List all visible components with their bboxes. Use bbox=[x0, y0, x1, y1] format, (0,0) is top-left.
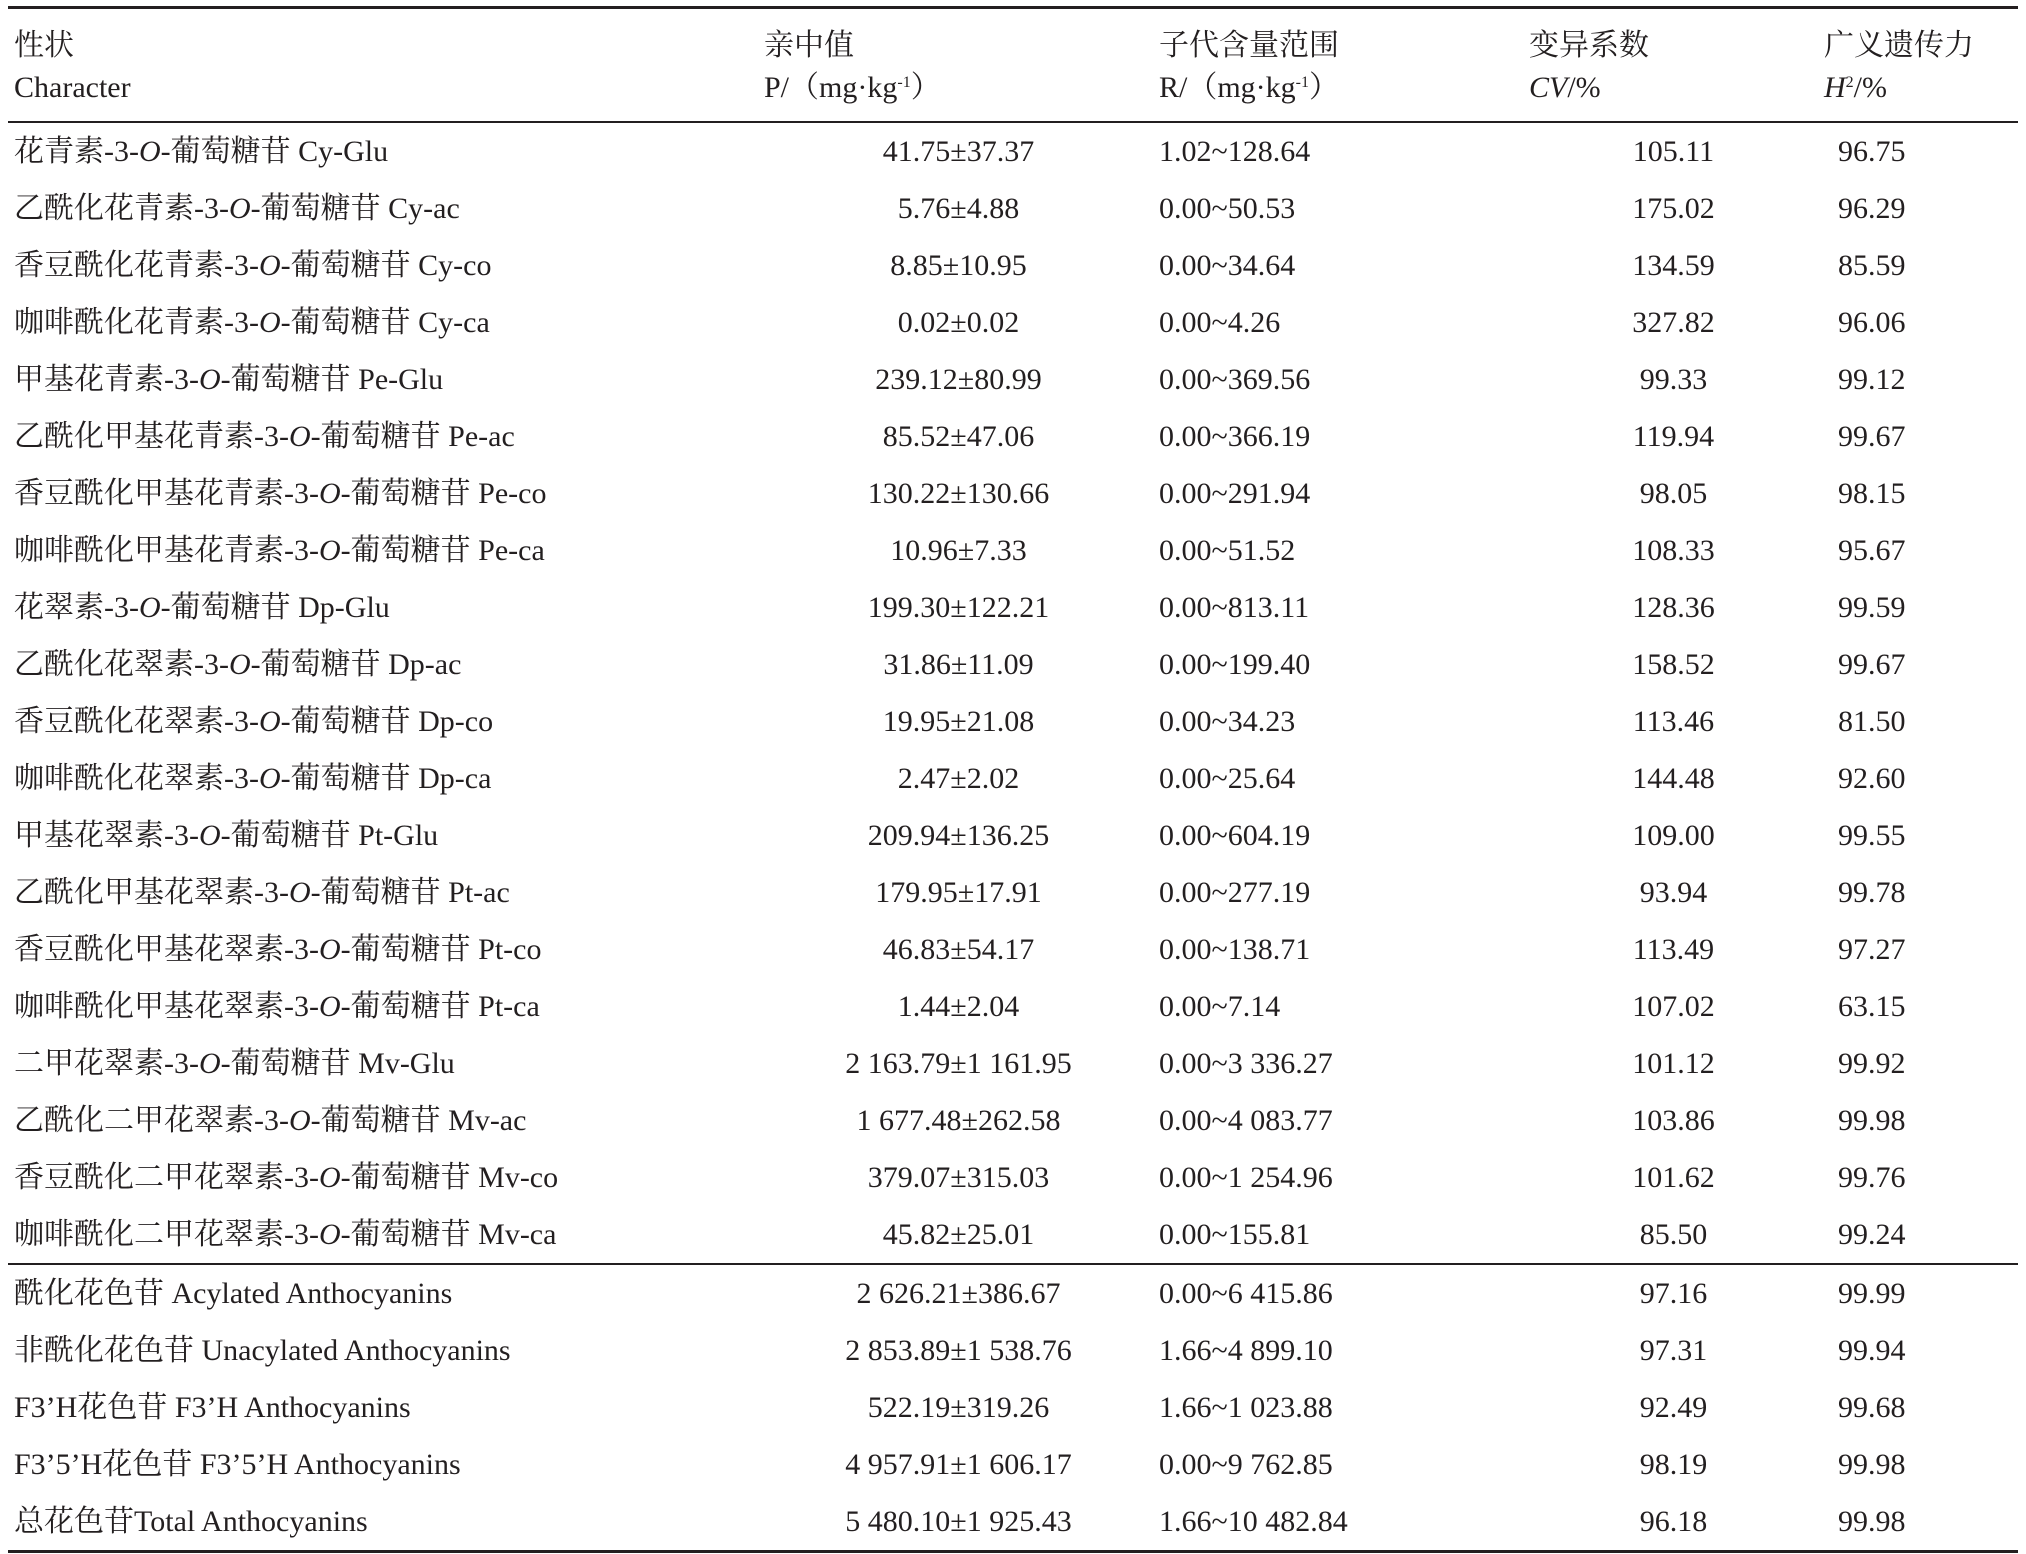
table-row bbox=[8, 579, 2018, 636]
character-o-italic: O bbox=[288, 876, 311, 909]
character-suffix: -葡萄糖苷 Cy-co bbox=[280, 249, 492, 282]
range-cell: 1.02~128.64 bbox=[1159, 135, 1311, 168]
summary-label-cell: F3’5’H花色苷 F3’5’H Anthocyanins bbox=[14, 1448, 461, 1481]
character-o-italic: O bbox=[318, 1218, 341, 1251]
table-row bbox=[8, 864, 2018, 921]
midparent-cell: 2 163.79±1 161.95 bbox=[845, 1047, 1072, 1080]
character-suffix: -葡萄糖苷 Pt-ac bbox=[310, 876, 510, 909]
table-header bbox=[8, 8, 2018, 123]
character-cell bbox=[8, 294, 758, 351]
cv-cell: 98.19 bbox=[1639, 1448, 1708, 1481]
heritability-cell: 99.94 bbox=[1838, 1334, 1906, 1367]
character-prefix: 乙酰化花青素-3- bbox=[14, 192, 229, 225]
cv-cell: 92.49 bbox=[1639, 1391, 1708, 1424]
character-suffix: -葡萄糖苷 Mv-Glu bbox=[220, 1047, 455, 1080]
header-heritability-cn: 广义遗传力 bbox=[1824, 29, 1974, 62]
summary-row bbox=[8, 1322, 2018, 1379]
range-cell: 0.00~4 083.77 bbox=[1159, 1104, 1333, 1137]
header-midparent-en: $P/(mg\cdot kg^{-1})$ bbox=[764, 71, 941, 104]
midparent-cell: 1 677.48±262.58 bbox=[856, 1104, 1061, 1137]
summary-row bbox=[8, 1436, 2018, 1493]
character-suffix: -葡萄糖苷 Mv-co bbox=[340, 1161, 559, 1194]
cv-cell: 93.94 bbox=[1639, 876, 1708, 909]
cv-cell: 101.12 bbox=[1632, 1047, 1715, 1080]
character-o-italic: O bbox=[318, 1161, 341, 1194]
cv-cell: 97.16 bbox=[1523, 1264, 1818, 1322]
heritability-cell: 99.98 bbox=[1818, 1493, 2018, 1552]
header-heritability bbox=[1818, 8, 2018, 123]
heritability-cell: 97.27 bbox=[1838, 933, 1906, 966]
character-cell bbox=[8, 122, 758, 180]
cv-cell: 96.18 bbox=[1523, 1493, 1818, 1552]
character-prefix: 花青素-3- bbox=[14, 135, 139, 168]
anthocyanin-table-container bbox=[8, 6, 2018, 1553]
header-cv-en: CV/% bbox=[1529, 71, 1601, 104]
cv-cell: 99.33 bbox=[1639, 363, 1708, 396]
midparent-cell: 130.22±130.66 bbox=[867, 477, 1050, 510]
cv-cell: 108.33 bbox=[1632, 534, 1715, 567]
cv-cell: 97.31 bbox=[1639, 1334, 1708, 1367]
character-prefix: 咖啡酰化花翠素-3- bbox=[14, 762, 259, 795]
header-offspring-range bbox=[1153, 8, 1523, 123]
character-o-italic: O bbox=[138, 135, 161, 168]
character-o-italic: O bbox=[318, 477, 341, 510]
range-cell: 0.00~50.53 bbox=[1159, 192, 1296, 225]
cv-cell: 103.86 bbox=[1632, 1104, 1715, 1137]
summary-label-cell: 酰化花色苷 Acylated Anthocyanins bbox=[8, 1264, 758, 1322]
character-suffix: -葡萄糖苷 Mv-ac bbox=[310, 1104, 527, 1137]
table-row bbox=[8, 1149, 2018, 1206]
midparent-cell: 239.12±80.99 bbox=[875, 363, 1042, 396]
heritability-cell: 99.92 bbox=[1838, 1047, 1906, 1080]
table-row bbox=[8, 1206, 2018, 1264]
character-suffix: -葡萄糖苷 Pt-co bbox=[340, 933, 542, 966]
midparent-cell: 522.19±319.26 bbox=[867, 1391, 1050, 1424]
table-row bbox=[8, 351, 2018, 408]
midparent-cell: 209.94±136.25 bbox=[867, 819, 1050, 852]
table-row bbox=[8, 522, 2018, 579]
heritability-cell: 99.67 bbox=[1838, 648, 1906, 681]
midparent-cell: 379.07±315.03 bbox=[867, 1161, 1050, 1194]
cv-cell: 175.02 bbox=[1632, 192, 1715, 225]
heritability-cell: 81.50 bbox=[1838, 705, 1906, 738]
midparent-cell: 46.83±54.17 bbox=[882, 933, 1035, 966]
header-character-en: Character bbox=[14, 71, 131, 104]
character-o-italic: O bbox=[198, 363, 221, 396]
header-midparent bbox=[758, 8, 1153, 123]
cv-cell: 119.94 bbox=[1632, 420, 1715, 453]
cv-cell: 113.49 bbox=[1632, 933, 1715, 966]
character-suffix: -葡萄糖苷 Dp-ac bbox=[250, 648, 462, 681]
heritability-cell: 99.78 bbox=[1838, 876, 1906, 909]
midparent-cell: 85.52±47.06 bbox=[882, 420, 1035, 453]
table-row bbox=[8, 122, 2018, 180]
header-cv-cn: 变异系数 bbox=[1529, 29, 1649, 62]
header-midparent-cn: 亲中值 bbox=[764, 29, 854, 62]
character-prefix: 香豆酰化甲基花翠素-3- bbox=[14, 933, 319, 966]
range-cell: 0.00~369.56 bbox=[1159, 363, 1311, 396]
character-cell bbox=[8, 636, 758, 693]
heritability-cell: 96.75 bbox=[1838, 135, 1906, 168]
heritability-cell: 96.06 bbox=[1838, 306, 1906, 339]
character-o-italic: O bbox=[198, 1047, 221, 1080]
cv-cell: 107.02 bbox=[1632, 990, 1715, 1023]
character-prefix: 乙酰化花翠素-3- bbox=[14, 648, 229, 681]
range-cell: 0.00~199.40 bbox=[1159, 648, 1311, 681]
character-o-italic: O bbox=[318, 933, 341, 966]
midparent-cell: 199.30±122.21 bbox=[867, 591, 1050, 624]
midparent-cell: 179.95±17.91 bbox=[875, 876, 1042, 909]
table-row bbox=[8, 978, 2018, 1035]
cv-cell: 327.82 bbox=[1632, 306, 1715, 339]
range-cell: 0.00~291.94 bbox=[1159, 477, 1311, 510]
character-prefix: 咖啡酰化花青素-3- bbox=[14, 306, 259, 339]
character-suffix: -葡萄糖苷 Cy-Glu bbox=[160, 135, 389, 168]
character-o-italic: O bbox=[288, 420, 311, 453]
character-o-italic: O bbox=[138, 591, 161, 624]
character-suffix: -葡萄糖苷 Pt-ca bbox=[340, 990, 540, 1023]
character-cell bbox=[8, 465, 758, 522]
range-cell: 0.00~6 415.86 bbox=[1153, 1264, 1523, 1322]
summary-label-cell: 非酰化花色苷 Unacylated Anthocyanins bbox=[14, 1334, 511, 1367]
heritability-cell: 99.98 bbox=[1838, 1104, 1906, 1137]
range-cell: 0.00~155.81 bbox=[1159, 1218, 1311, 1251]
table-row bbox=[8, 237, 2018, 294]
character-suffix: -葡萄糖苷 Pe-co bbox=[340, 477, 547, 510]
heritability-cell: 85.59 bbox=[1838, 249, 1906, 282]
character-o-italic: O bbox=[198, 819, 221, 852]
character-o-italic: O bbox=[228, 648, 251, 681]
table-row bbox=[8, 1092, 2018, 1149]
table-row bbox=[8, 1035, 2018, 1092]
table-row bbox=[8, 693, 2018, 750]
character-prefix: 花翠素-3- bbox=[14, 591, 139, 624]
midparent-cell: 4 957.91±1 606.17 bbox=[845, 1448, 1072, 1481]
anthocyanin-table bbox=[8, 6, 2018, 1553]
header-cv bbox=[1523, 8, 1818, 123]
midparent-cell: 1.44±2.04 bbox=[897, 990, 1020, 1023]
character-cell bbox=[8, 1035, 758, 1092]
character-cell bbox=[8, 522, 758, 579]
character-prefix: 咖啡酰化二甲花翠素-3- bbox=[14, 1218, 319, 1251]
midparent-cell: 8.85±10.95 bbox=[890, 249, 1027, 282]
character-o-italic: O bbox=[228, 192, 251, 225]
character-suffix: -葡萄糖苷 Pe-ac bbox=[310, 420, 515, 453]
table-body-compounds bbox=[8, 122, 2018, 1264]
range-cell: 0.00~34.64 bbox=[1159, 249, 1296, 282]
summary-label-cell: F3’H花色苷 F3’H Anthocyanins bbox=[14, 1391, 411, 1424]
heritability-cell: 99.68 bbox=[1838, 1391, 1906, 1424]
character-cell bbox=[8, 693, 758, 750]
midparent-cell: 45.82±25.01 bbox=[882, 1218, 1035, 1251]
summary-row bbox=[8, 1493, 2018, 1552]
midparent-cell: 5 480.10±1 925.43 bbox=[758, 1493, 1153, 1552]
table-row bbox=[8, 750, 2018, 807]
character-o-italic: O bbox=[318, 990, 341, 1023]
character-o-italic: O bbox=[318, 534, 341, 567]
range-cell: 0.00~25.64 bbox=[1159, 762, 1296, 795]
range-cell: 0.00~604.19 bbox=[1159, 819, 1311, 852]
table-row bbox=[8, 465, 2018, 522]
heritability-cell: 99.98 bbox=[1838, 1448, 1906, 1481]
character-cell bbox=[8, 1149, 758, 1206]
header-range-en: $R/(mg\cdot kg^{-1})$ bbox=[1159, 71, 1339, 104]
character-o-italic: O bbox=[258, 249, 281, 282]
character-o-italic: O bbox=[258, 762, 281, 795]
character-cell bbox=[8, 1206, 758, 1264]
midparent-cell: 10.96±7.33 bbox=[890, 534, 1027, 567]
character-prefix: 香豆酰化二甲花翠素-3- bbox=[14, 1161, 319, 1194]
cv-cell: 85.50 bbox=[1639, 1218, 1708, 1251]
midparent-cell: 0.02±0.02 bbox=[897, 306, 1020, 339]
character-suffix: -葡萄糖苷 Cy-ac bbox=[250, 192, 460, 225]
heritability-cell: 99.99 bbox=[1818, 1264, 2018, 1322]
midparent-cell: 19.95±21.08 bbox=[882, 705, 1035, 738]
character-cell bbox=[8, 351, 758, 408]
character-o-italic: O bbox=[258, 306, 281, 339]
range-cell: 0.00~3 336.27 bbox=[1159, 1047, 1333, 1080]
heritability-cell: 63.15 bbox=[1838, 990, 1906, 1023]
heritability-cell: 99.55 bbox=[1838, 819, 1906, 852]
table-row bbox=[8, 180, 2018, 237]
cv-cell: 134.59 bbox=[1632, 249, 1715, 282]
header-character-cn: 性状 bbox=[14, 29, 74, 62]
heritability-cell: 99.67 bbox=[1838, 420, 1906, 453]
character-prefix: 甲基花翠素-3- bbox=[14, 819, 199, 852]
header-heritability-en: $H^2/\%$ bbox=[1824, 71, 1887, 104]
table-row bbox=[8, 921, 2018, 978]
summary-row bbox=[8, 1264, 2018, 1322]
character-cell bbox=[8, 237, 758, 294]
heritability-cell: 96.29 bbox=[1838, 192, 1906, 225]
table-row bbox=[8, 636, 2018, 693]
character-cell bbox=[8, 180, 758, 237]
character-suffix: -葡萄糖苷 Dp-ca bbox=[280, 762, 492, 795]
character-prefix: 香豆酰化甲基花青素-3- bbox=[14, 477, 319, 510]
character-prefix: 甲基花青素-3- bbox=[14, 363, 199, 396]
character-prefix: 乙酰化二甲花翠素-3- bbox=[14, 1104, 289, 1137]
midparent-cell: 31.86±11.09 bbox=[883, 648, 1034, 681]
character-suffix: -葡萄糖苷 Pe-Glu bbox=[220, 363, 444, 396]
character-prefix: 咖啡酰化甲基花青素-3- bbox=[14, 534, 319, 567]
cv-cell: 158.52 bbox=[1632, 648, 1715, 681]
character-cell bbox=[8, 921, 758, 978]
character-prefix: 香豆酰化花翠素-3- bbox=[14, 705, 259, 738]
heritability-cell: 99.59 bbox=[1838, 591, 1906, 624]
range-cell: 0.00~34.23 bbox=[1159, 705, 1296, 738]
table-row bbox=[8, 807, 2018, 864]
heritability-cell: 99.76 bbox=[1838, 1161, 1906, 1194]
character-suffix: -葡萄糖苷 Dp-Glu bbox=[160, 591, 390, 624]
character-prefix: 乙酰化甲基花翠素-3- bbox=[14, 876, 289, 909]
range-cell: 0.00~1 254.96 bbox=[1159, 1161, 1333, 1194]
range-cell: 0.00~813.11 bbox=[1159, 591, 1310, 624]
character-prefix: 咖啡酰化甲基花翠素-3- bbox=[14, 990, 319, 1023]
cv-cell: 128.36 bbox=[1632, 591, 1715, 624]
range-cell: 0.00~277.19 bbox=[1159, 876, 1311, 909]
character-prefix: 二甲花翠素-3- bbox=[14, 1047, 199, 1080]
midparent-cell: 2 853.89±1 538.76 bbox=[845, 1334, 1072, 1367]
range-cell: 0.00~7.14 bbox=[1159, 990, 1281, 1023]
heritability-cell: 99.24 bbox=[1838, 1218, 1906, 1251]
summary-row bbox=[8, 1379, 2018, 1436]
cv-cell: 113.46 bbox=[1632, 705, 1715, 738]
character-cell bbox=[8, 807, 758, 864]
heritability-cell: 92.60 bbox=[1838, 762, 1906, 795]
range-cell: 0.00~366.19 bbox=[1159, 420, 1311, 453]
character-cell bbox=[8, 579, 758, 636]
header-row bbox=[8, 8, 2018, 123]
character-suffix: -葡萄糖苷 Cy-ca bbox=[280, 306, 490, 339]
midparent-cell: 41.75±37.37 bbox=[882, 135, 1035, 168]
character-suffix: -葡萄糖苷 Dp-co bbox=[280, 705, 494, 738]
range-cell: 0.00~51.52 bbox=[1159, 534, 1296, 567]
character-cell bbox=[8, 750, 758, 807]
range-cell: 0.00~138.71 bbox=[1159, 933, 1311, 966]
character-cell bbox=[8, 978, 758, 1035]
heritability-cell: 99.12 bbox=[1838, 363, 1906, 396]
heritability-cell: 98.15 bbox=[1838, 477, 1906, 510]
range-cell: 0.00~9 762.85 bbox=[1159, 1448, 1333, 1481]
character-suffix: -葡萄糖苷 Pt-Glu bbox=[220, 819, 439, 852]
character-o-italic: O bbox=[288, 1104, 311, 1137]
character-cell bbox=[8, 408, 758, 465]
character-suffix: -葡萄糖苷 Mv-ca bbox=[340, 1218, 557, 1251]
table-body-summary bbox=[8, 1264, 2018, 1552]
character-cell bbox=[8, 864, 758, 921]
range-cell: 1.66~4 899.10 bbox=[1159, 1334, 1333, 1367]
midparent-cell: 2 626.21±386.67 bbox=[758, 1264, 1153, 1322]
character-cell bbox=[8, 1092, 758, 1149]
character-suffix: -葡萄糖苷 Pe-ca bbox=[340, 534, 545, 567]
character-prefix: 香豆酰化花青素-3- bbox=[14, 249, 259, 282]
midparent-cell: 5.76±4.88 bbox=[897, 192, 1020, 225]
midparent-cell: 2.47±2.02 bbox=[897, 762, 1020, 795]
summary-label-cell: 总花色苷Total Anthocyanins bbox=[8, 1493, 758, 1552]
cv-cell: 105.11 bbox=[1632, 135, 1715, 168]
cv-cell: 144.48 bbox=[1632, 762, 1715, 795]
character-o-italic: O bbox=[258, 705, 281, 738]
header-range-cn: 子代含量范围 bbox=[1159, 29, 1339, 62]
cv-cell: 109.00 bbox=[1632, 819, 1715, 852]
range-cell: 1.66~1 023.88 bbox=[1159, 1391, 1333, 1424]
character-prefix: 乙酰化甲基花青素-3- bbox=[14, 420, 289, 453]
header-character bbox=[8, 8, 758, 123]
range-cell: 0.00~4.26 bbox=[1159, 306, 1281, 339]
range-cell: 1.66~10 482.84 bbox=[1153, 1493, 1523, 1552]
cv-cell: 98.05 bbox=[1639, 477, 1708, 510]
cv-cell: 101.62 bbox=[1632, 1161, 1715, 1194]
heritability-cell: 95.67 bbox=[1838, 534, 1906, 567]
table-row bbox=[8, 408, 2018, 465]
table-row bbox=[8, 294, 2018, 351]
